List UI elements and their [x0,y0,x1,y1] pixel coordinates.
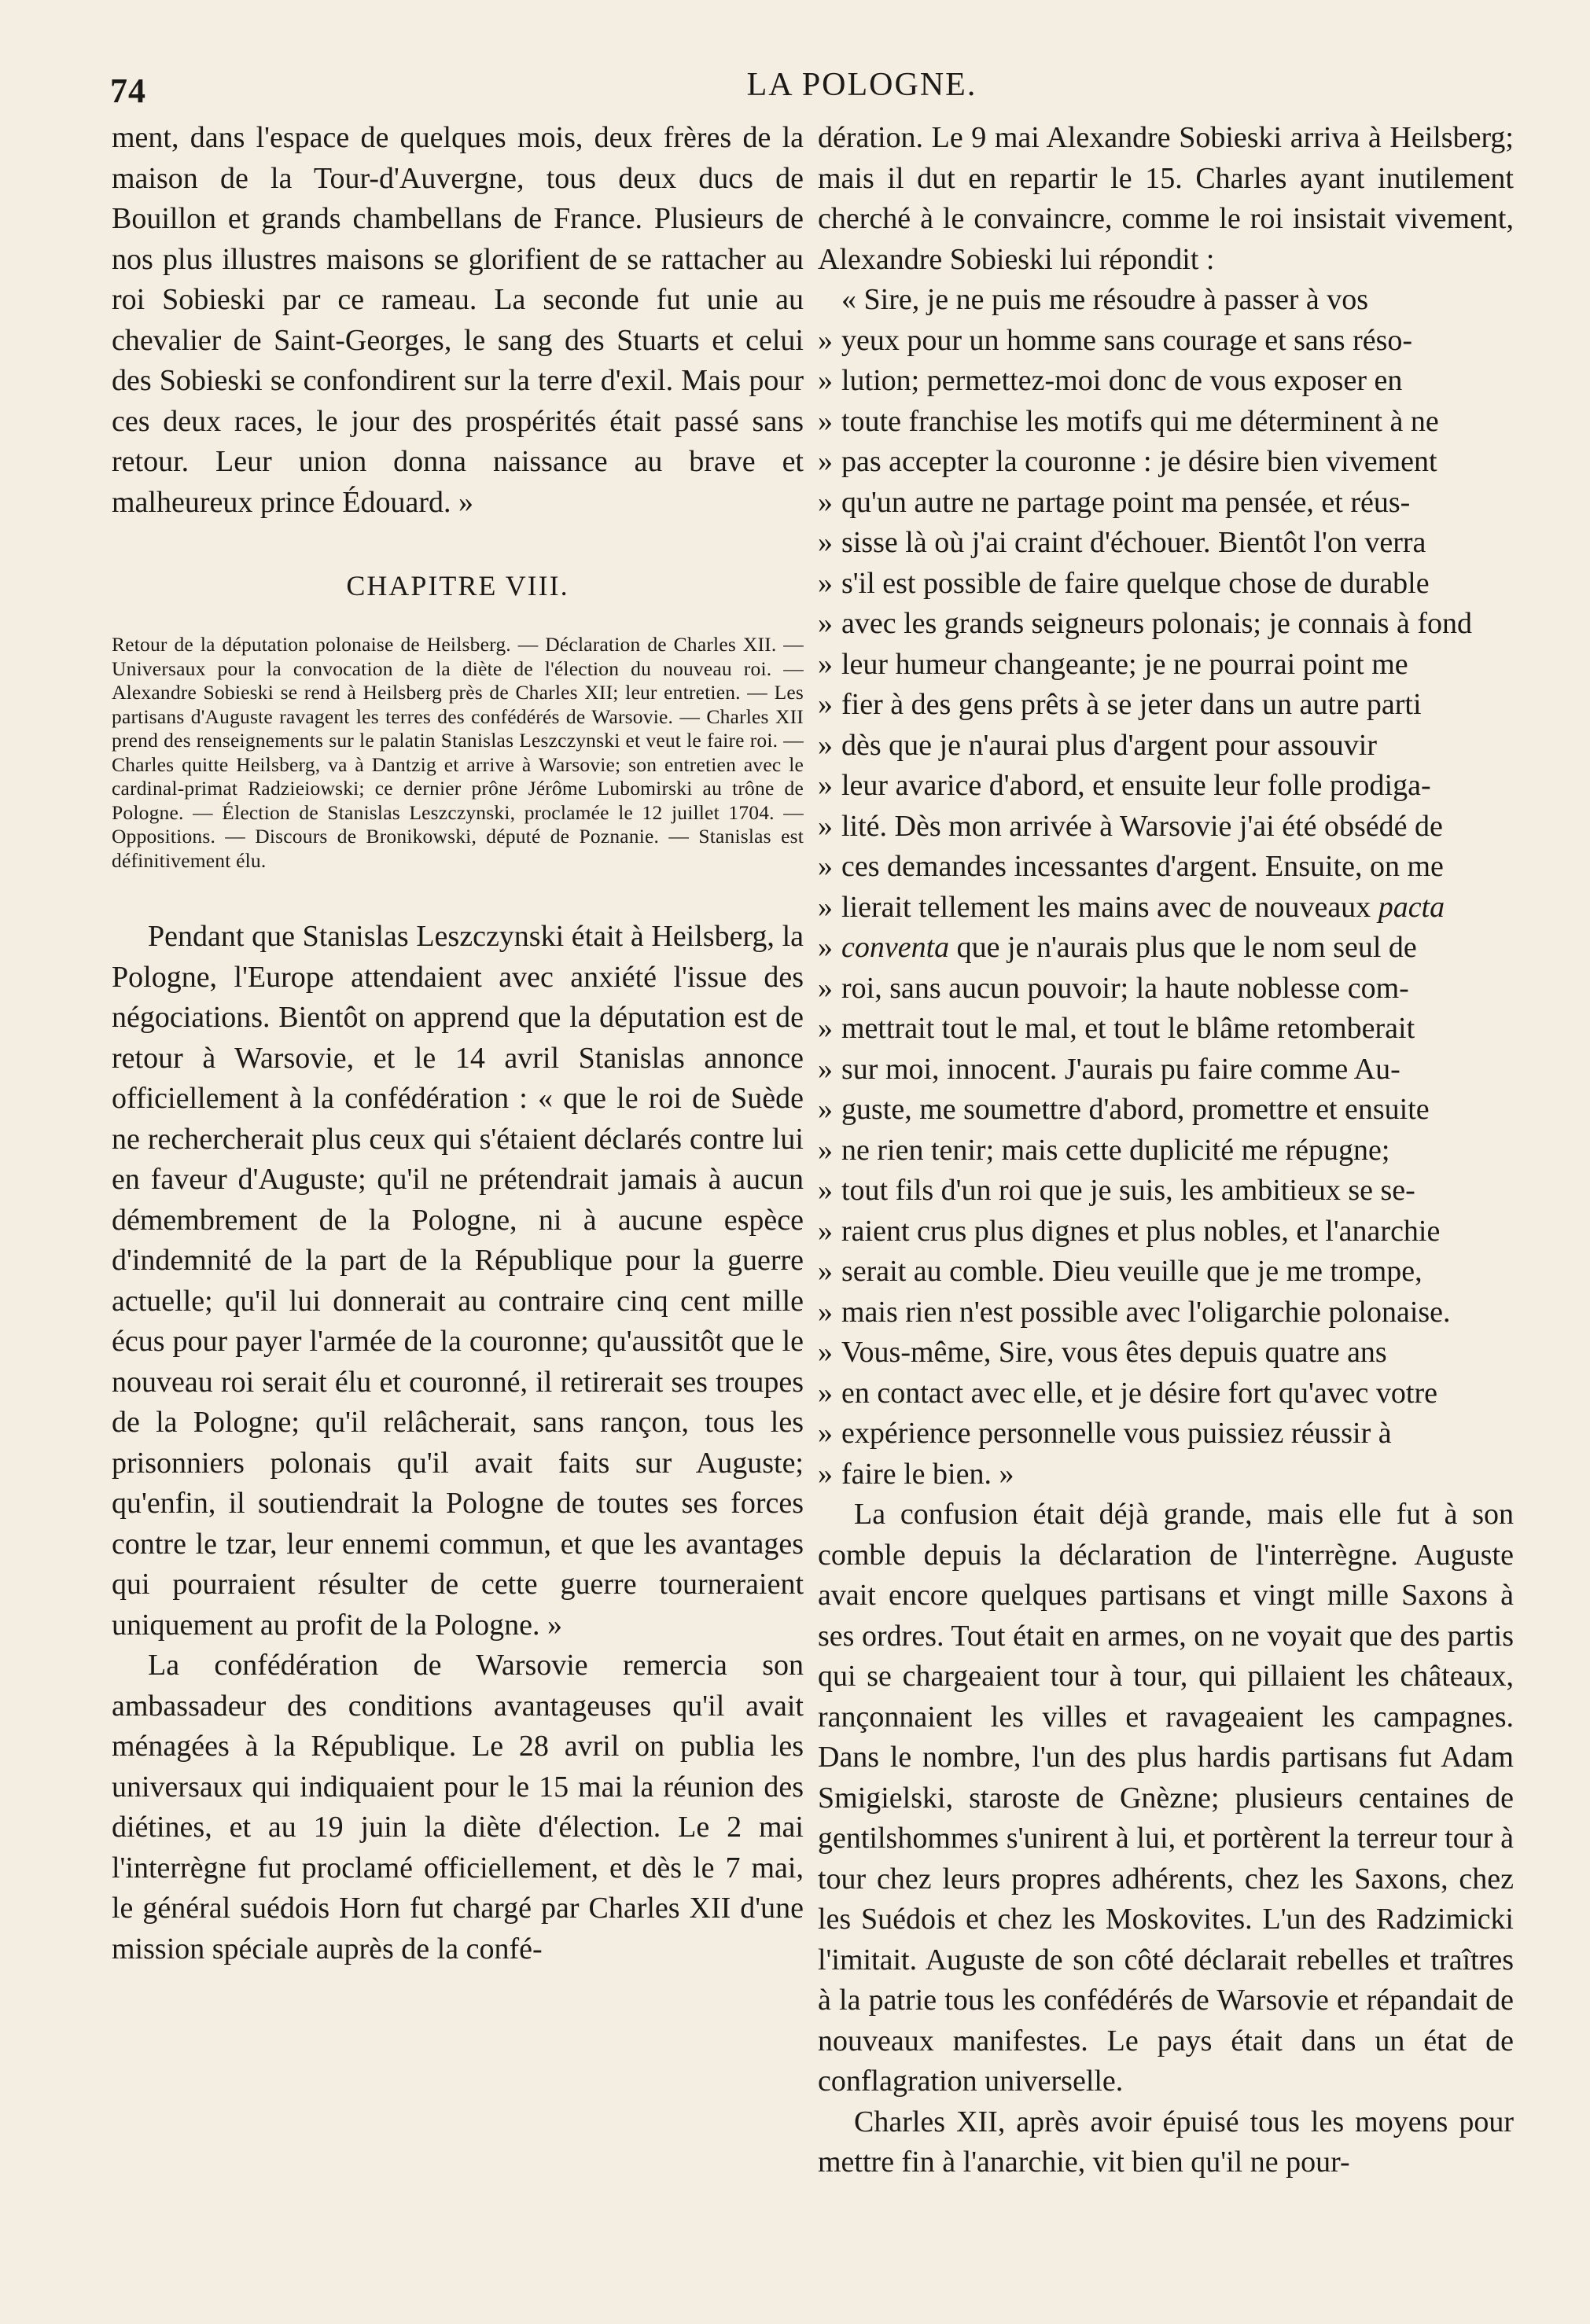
quote-line: » leur avarice d'abord, et ensuite leur folle prodiga- [818,766,1514,807]
quote-line: » mais rien n'est possible avec l'oligarchie polonaise. [818,1293,1514,1333]
quote-line: » mettrait tout le mal, et tout le blâme retomberait [818,1009,1514,1050]
quote-block [818,280,1514,1495]
quote-line: » serait au comble. Dieu veuille que je me trompe, [818,1252,1514,1293]
chapter-summary: Retour de la députation polonaise de Heilsberg. — Déclaration de Charles XII. — Universaux pour la convocation de la diète de l'élection du nouveau roi. — Alexandre Sobieski se rend à Heilsberg près de Charles XII; leur entretien. — Les partisans d'Auguste ravagent les terres des confédérés de Warsovie. — Charles XII prend des renseignements sur le palatin Stanislas Leszczynski et veut le faire roi. — Charles quitte Heilsberg, va à Dantzig et arrive à Warsovie; son entretien avec le cardinal-primat Radzieiowski; ce dernier prône Jérôme Lubomirski au trône de Pologne. — Élection de Stanislas Leszczynski, proclamée le 12 juillet 1704. — Oppositions. — Discours de Bronikowski, député de Poznanie. — Stanislas est définitivement élu. [112,633,804,872]
paragraph: La confédération de Warsovie remercia son ambassadeur des conditions avantageuses qu'il avait ménagées à la République. Le 28 avril on publia les universaux qui indiquaient pour le 15 mai la réunion des diétines, et au 19 juin la diète d'élection. Le 2 mai l'interrègne fut proclamé officiellement, et dès le 7 mai, le général suédois Horn fut chargé par Charles XII d'une mission spéciale auprès de la confé- [112,1649,804,1965]
quote-line: » fier à des gens prêts à se jeter dans un autre parti [818,685,1514,726]
italic-term: pacta [1378,890,1445,924]
quote-line: » s'il est possible de faire quelque chose de durable [818,564,1514,605]
quote-line: » pas accepter la couronne : je désire bien vivement [818,442,1514,483]
quote-line: » Vous-même, Sire, vous êtes depuis quatre ans [818,1333,1514,1373]
paragraph: ment, dans l'espace de quelques mois, deux frères de la maison de la Tour-d'Auvergne, tous deux ducs de Bouillon et grands chambellans de France. Plusieurs de nos plus illustres maisons se glorifient de se rattacher au roi Sobieski par ce rameau. La seconde fut unie au chevalier de Saint-Georges, le sang des Stuarts et celui des Sobieski se confondirent sur la terre d'exil. Mais pour ces deux races, le jour des prospérités était passé sans retour. Leur union donna naissance au brave et malheureux prince Édouard. » [112,121,804,519]
quote-line: » lierait tellement les mains avec de nouveaux pacta [818,888,1514,928]
quote-line: » dès que je n'aurai plus d'argent pour assouvir [818,726,1514,767]
quote-line: » sisse là où j'ai craint d'échouer. Bientôt l'on verra [818,523,1514,564]
quote-line: » yeux pour un homme sans courage et sans réso- [818,321,1514,362]
left-column [112,118,804,1969]
quote-line: » tout fils d'un roi que je suis, les ambitieux se se- [818,1171,1514,1212]
paragraph: Charles XII, après avoir épuisé tous les moyens pour mettre fin à l'anarchie, vit bien qu'il ne pour- [818,2105,1514,2179]
running-title: LA POLOGNE. [746,67,977,103]
paragraph: La confusion était déjà grande, mais elle fut à son comble depuis la déclaration de l'interrègne. Auguste avait encore quelques partisans et vingt mille Saxons à ses ordres. Tout était en armes, on ne voyait que des partis qui se chargeaient tour à tour, qui pillaient les châteaux, rançonnaient les villes et ravageaient les campagnes. Dans le nombre, l'un des plus hardis partisans fut Adam Smigielski, staroste de Gnèzne; plusieurs centaines de gentilshommes s'unirent à lui, et portèrent la terreur tour à tour chez leurs propres adhérents, chez les Saxons, chez les Suédois et chez les Moskovites. L'un des Radzimicki l'imitait. Auguste de son côté déclarait rebelles et traîtres à la patrie tous les confédérés de Warsovie et répandait de nouveaux manifestes. Le pays était dans un état de conflagration universelle. [818,1498,1514,2098]
quote-line: » qu'un autre ne partage point ma pensée, et réus- [818,483,1514,524]
quote-line: » lité. Dès mon arrivée à Warsovie j'ai été obsédé de [818,807,1514,848]
quote-line: » roi, sans aucun pouvoir; la haute noblesse com- [818,969,1514,1009]
quote-line: » faire le bien. » [818,1454,1514,1495]
quote-line: » en contact avec elle, et je désire fort qu'avec votre [818,1373,1514,1414]
quote-line: » toute franchise les motifs qui me déterminent à ne [818,402,1514,443]
quote-line: » leur humeur changeante; je ne pourrai point me [818,645,1514,686]
quote-line: » expérience personnelle vous puissiez réussir à [818,1414,1514,1454]
right-column [818,118,1514,2183]
quote-line: » sur moi, innocent. J'aurais pu faire comme Au- [818,1050,1514,1090]
page-header [110,57,1519,120]
quote-line: » ne rien tenir; mais cette duplicité me répugne; [818,1131,1514,1171]
quote-line: » ces demandes incessantes d'argent. Ensuite, on me [818,847,1514,888]
page-number: 74 [110,72,146,110]
paragraph: dération. Le 9 mai Alexandre Sobieski arriva à Heilsberg; mais il dut en repartir le 15. Charles ayant inutilement cherché à le convaincre, comme le roi insistait vivement, Alexandre Sobieski lui répondit : [818,121,1514,276]
quote-line: » conventa que je n'aurais plus que le nom seul de [818,928,1514,969]
paragraph: Pendant que Stanislas Leszczynski était à Heilsberg, la Pologne, l'Europe attendaient avec anxiété l'issue des négociations. Bientôt on apprend que la députation est de retour à Warsovie, et le 14 avril Stanislas annonce officiellement à la confédération : « que le roi de Suède ne rechercherait plus ceux qui s'étaient déclarés contre lui en faveur d'Auguste; qu'il ne prétendrait jamais à aucun démembrement de la Pologne, ni à aucune espèce d'indemnité de la part de la République pour la guerre actuelle; qu'il lui donnerait au contraire cinq cent mille écus pour payer l'armée de la couronne; qu'aussitôt que le nouveau roi serait élu et couronné, il retirerait ses troupes de la Pologne; qu'il relâcherait, sans rançon, tous les prisonniers polonais qu'il avait faits sur Auguste; qu'enfin, il soutiendrait la Pologne de toutes ses forces contre le tzar, leur ennemi commun, et que les avantages qui pourraient résulter de cette guerre tourneraient uniquement au profit de la Pologne. » [112,920,804,1642]
quote-line: « Sire, je ne puis me résoudre à passer à vos [841,283,1369,316]
quote-line: » raient crus plus dignes et plus nobles, et l'anarchie [818,1212,1514,1252]
italic-term: conventa [841,931,950,964]
chapter-title: CHAPITRE VIII. [346,570,569,601]
quote-line: » guste, me soumettre d'abord, promettre et ensuite [818,1090,1514,1131]
quote-line: » avec les grands seigneurs polonais; je connais à fond [818,604,1514,645]
quote-line: » lution; permettez-moi donc de vous exposer en [818,361,1514,402]
